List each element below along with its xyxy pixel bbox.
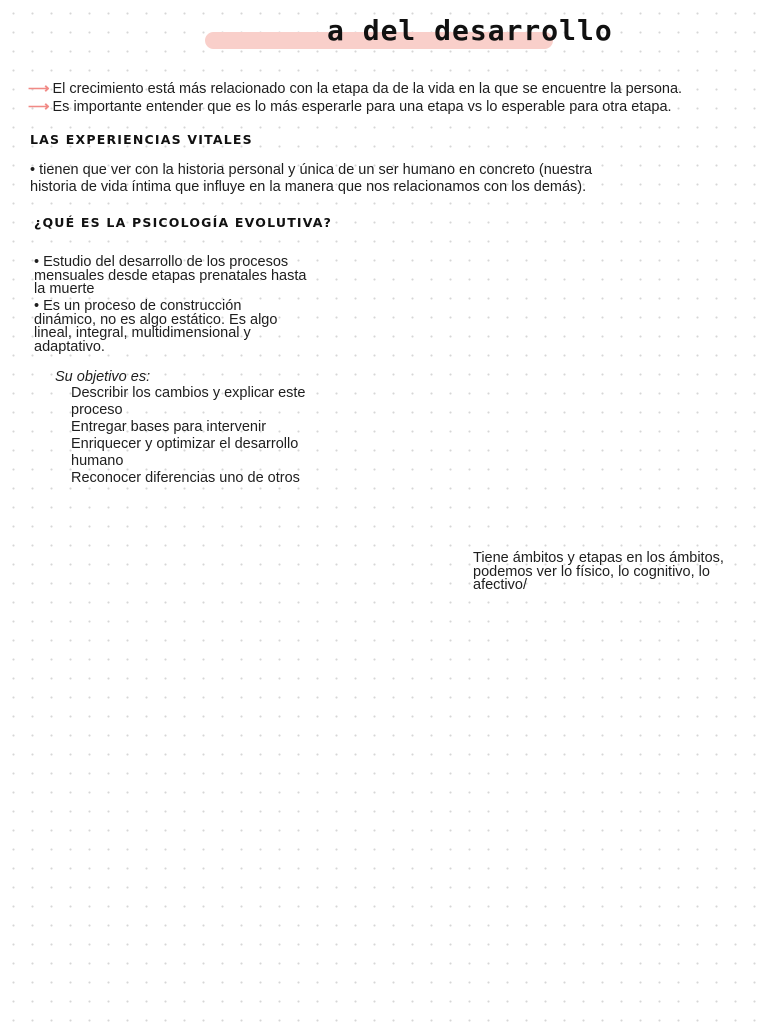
arrow-note-text: Es importante entender que es lo más esperarle para una etapa vs lo esperable para otra etapa.	[52, 99, 672, 115]
page-title-block	[205, 14, 613, 54]
arrow-note-text: El crecimiento está más relacionado con la etapa da de la vida en la que se encuentre la persona.	[52, 81, 683, 97]
bullet-estudio	[34, 256, 306, 297]
objetivo-list	[71, 385, 306, 487]
text-line: historia de vida íntima que influye en la manera que nos relacionamos con los demás).	[30, 179, 587, 195]
section-heading-experiencias: LAS EXPERIENCIAS VITALES	[30, 132, 253, 147]
side-note	[473, 552, 724, 593]
arrow-right-icon: ⟶	[28, 80, 50, 97]
arrow-note-2	[28, 97, 672, 115]
list-item: Reconocer diferencias uno de otros	[71, 470, 300, 486]
section-heading-psicologia: ¿QUÉ ES LA PSICOLOGÍA EVOLUTIVA?	[34, 215, 333, 230]
text-line: Tiene ámbitos y etapas en los ámbitos,	[473, 550, 724, 566]
list-item: humano	[71, 453, 124, 469]
list-item: Enriquecer y optimizar el desarrollo	[71, 436, 299, 452]
experiencias-text	[30, 162, 592, 196]
text-line: • tienen que ver con la historia personal y única de un ser humano en concreto (nuestra	[30, 162, 593, 178]
list-item: proceso	[71, 402, 123, 418]
text-line: afectivo/	[473, 577, 527, 593]
text-line: • Estudio del desarrollo de los procesos	[34, 254, 289, 270]
arrow-note-1	[28, 79, 682, 97]
text-line: • Es un proceso de construcción	[34, 298, 242, 314]
arrow-right-icon: ⟶	[28, 98, 50, 115]
text-line: lineal, integral, multidimensional y	[34, 325, 251, 341]
list-item: Entregar bases para intervenir	[71, 419, 267, 435]
objetivo-title: Su objetivo es:	[55, 369, 151, 385]
page-title: a del desarrollo	[327, 14, 613, 47]
text-line: podemos ver lo físico, lo cognitivo, lo	[473, 563, 710, 580]
text-line: adaptativo.	[34, 338, 105, 355]
text-line: dinámico, no es algo estático. Es algo	[34, 311, 278, 328]
text-line: la muerte	[34, 281, 95, 297]
list-item: Describir los cambios y explicar este	[71, 385, 306, 401]
text-line: mensuales desde etapas prenatales hasta	[34, 267, 307, 284]
bullet-proceso	[34, 300, 277, 354]
